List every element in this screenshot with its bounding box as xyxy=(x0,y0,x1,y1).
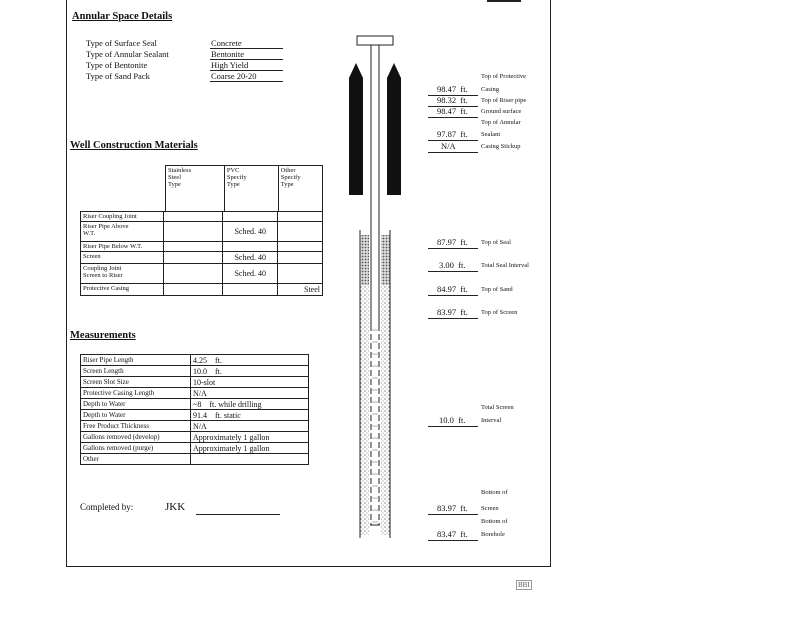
measurement-value: 10.0 ft. xyxy=(191,366,309,377)
material-pvc-cell: Sched. 40 xyxy=(223,264,278,284)
measurement-label: Gallons removed (purge) xyxy=(81,443,191,454)
top-protective-label: Top of Protective xyxy=(481,73,527,80)
material-row-label: Riser Pipe Below W.T. xyxy=(81,242,164,252)
measurement-value: 91.4 ft. static xyxy=(191,410,309,421)
material-other-cell xyxy=(278,264,323,284)
annular-value: Bentonite xyxy=(210,49,283,60)
measurement-value: Approximately 1 gallon xyxy=(191,432,309,443)
annular-label: Type of Annular Sealant xyxy=(86,49,169,59)
measurement-row xyxy=(81,421,309,432)
material-row xyxy=(81,252,323,264)
top-edge-mark xyxy=(487,0,521,2)
bottom-screen-label: Screen xyxy=(481,505,499,512)
screen-interval-line xyxy=(428,426,478,427)
material-stainless-cell xyxy=(163,252,223,264)
measurement-row xyxy=(81,355,309,366)
materials-table xyxy=(80,211,323,296)
material-stainless-cell xyxy=(163,264,223,284)
bottom-bore-label: Borehole xyxy=(481,531,505,538)
material-stainless-cell xyxy=(163,212,223,222)
material-pvc-cell: Sched. 40 xyxy=(223,222,278,242)
annular-section-title: Annular Space Details xyxy=(72,11,173,22)
measurements-table xyxy=(80,354,309,465)
stickup-label: Casing Stickup xyxy=(481,143,521,150)
ground-elevation: 98.47 ft. xyxy=(437,106,468,116)
completed-by-value: JKK xyxy=(165,501,186,513)
measurement-row xyxy=(81,377,309,388)
sand-pack-right xyxy=(381,285,390,535)
material-other-cell xyxy=(278,252,323,264)
top-seal-label: Top of Seal xyxy=(481,239,511,246)
screen-interval-value: 10.0 ft. xyxy=(439,415,466,425)
screen-interval-label: Interval xyxy=(481,417,502,424)
ground-line xyxy=(428,117,478,118)
top-seal-elevation: 87.97 ft. xyxy=(437,237,468,247)
measurement-value: N/A xyxy=(191,388,309,399)
measurement-label: Free Product Thickness xyxy=(81,421,191,432)
annular-value: Concrete xyxy=(210,38,283,49)
material-pvc-cell xyxy=(223,242,278,252)
top-sand-label: Top of Sand xyxy=(481,286,513,293)
materials-section-title: Well Construction Materials xyxy=(70,140,198,151)
annular-label: Type of Surface Seal xyxy=(86,38,157,48)
annular-value: Coarse 20-20 xyxy=(210,71,283,82)
casing-elevation: 98.47 ft. xyxy=(437,84,468,94)
measurement-value xyxy=(191,454,309,465)
annular-label: Type of Sand Pack xyxy=(86,71,150,81)
bottom-bore-line xyxy=(428,540,478,541)
measurement-row xyxy=(81,366,309,377)
well-diagram xyxy=(340,30,415,545)
casing-label: Casing xyxy=(481,86,500,93)
seal-interval-line xyxy=(428,271,478,272)
material-row xyxy=(81,242,323,252)
measurement-label: Other xyxy=(81,454,191,465)
top-screen-elevation: 83.97 ft. xyxy=(437,307,468,317)
material-row-label: Riser Pipe Above W.T. xyxy=(81,222,164,242)
top-sand-elevation: 84.97 ft. xyxy=(437,284,468,294)
material-header-pvc: PVC Specify Type xyxy=(224,166,278,212)
protective-cap xyxy=(357,36,393,45)
protective-casing-right xyxy=(387,63,401,195)
bottom-screen-top-label: Bottom of xyxy=(481,489,508,496)
sand-pack-left xyxy=(360,285,369,535)
stickup-value: N/A xyxy=(441,141,456,151)
material-row-label: Screen xyxy=(81,252,164,264)
material-stainless-cell xyxy=(163,242,223,252)
material-other-cell: Steel xyxy=(278,284,323,296)
annular-label: Type of Bentonite xyxy=(86,60,148,70)
top-seal-line xyxy=(428,248,478,249)
bottom-bore-elevation: 83.47 ft. xyxy=(437,529,468,539)
material-row-label: Coupling Joint Screen to Riser xyxy=(81,264,164,284)
measurement-value: 4.25 ft. xyxy=(191,355,309,366)
measurement-label: Screen Slot Size xyxy=(81,377,191,388)
sealant-label: Sealant xyxy=(481,131,501,138)
seal-interval-value: 3.00 ft. xyxy=(439,260,466,270)
top-annular-label: Top of Annular xyxy=(481,119,521,126)
seal-interval-label: Total Seal Interval xyxy=(481,262,529,269)
completed-by-label: Completed by: xyxy=(80,502,134,512)
sealant-elevation: 97.87 ft. xyxy=(437,129,468,139)
measurement-label: Depth to Water xyxy=(81,399,191,410)
bottom-screen-elevation: 83.97 ft. xyxy=(437,503,468,513)
material-row-label: Riser Coupling Joint xyxy=(81,212,164,222)
measurement-value: N/A xyxy=(191,421,309,432)
measurement-label: Depth to Water xyxy=(81,410,191,421)
ground-label: Ground surface xyxy=(481,108,522,115)
material-row-label: Protective Casing xyxy=(81,284,164,296)
bentonite-seal-right xyxy=(381,235,390,285)
well-screen xyxy=(371,325,379,525)
measurement-row xyxy=(81,432,309,443)
protective-casing-left xyxy=(349,63,363,195)
top-riser-label: Top of Riser pipe xyxy=(481,97,527,104)
material-pvc-cell: Sched. 40 xyxy=(223,252,278,264)
bottom-screen-line xyxy=(428,514,478,515)
screen-interval-top-label: Total Screen xyxy=(481,404,514,411)
bottom-bore-top-label: Bottom of xyxy=(481,518,508,525)
measurement-value: 10-slot xyxy=(191,377,309,388)
top-screen-label: Top of Screen xyxy=(481,309,518,316)
measurements-section-title: Measurements xyxy=(70,330,136,341)
measurement-row xyxy=(81,410,309,421)
measurement-label: Gallons removed (develop) xyxy=(81,432,191,443)
measurement-label: Protective Casing Length xyxy=(81,388,191,399)
measurement-row xyxy=(81,454,309,465)
measurement-label: Screen Length xyxy=(81,366,191,377)
material-other-cell xyxy=(278,242,323,252)
material-stainless-cell xyxy=(163,222,223,242)
measurement-row xyxy=(81,443,309,454)
top-riser-elevation: 98.32 ft. xyxy=(437,95,468,105)
material-row xyxy=(81,264,323,284)
measurement-value: ~8 ft. while drilling xyxy=(191,399,309,410)
material-other-cell xyxy=(278,222,323,242)
materials-header-table xyxy=(165,165,323,212)
completed-by-line xyxy=(196,514,280,515)
material-header-stainless: Stainless Steel Type xyxy=(166,166,225,212)
top-screen-line xyxy=(428,318,478,319)
material-stainless-cell xyxy=(163,284,223,296)
material-pvc-cell xyxy=(223,212,278,222)
material-row xyxy=(81,222,323,242)
bentonite-seal-left xyxy=(360,235,369,285)
measurement-value: Approximately 1 gallon xyxy=(191,443,309,454)
top-sand-line xyxy=(428,295,478,296)
material-row xyxy=(81,212,323,222)
stickup-line xyxy=(428,152,478,153)
measurement-label: Riser Pipe Length xyxy=(81,355,191,366)
material-header-other: Other Specify Type xyxy=(278,166,322,212)
material-row xyxy=(81,284,323,296)
measurement-row xyxy=(81,399,309,410)
material-other-cell xyxy=(278,212,323,222)
annular-value: High Yield xyxy=(210,60,283,71)
material-pvc-cell xyxy=(223,284,278,296)
page-mark: BBI xyxy=(518,581,530,589)
measurement-row xyxy=(81,388,309,399)
